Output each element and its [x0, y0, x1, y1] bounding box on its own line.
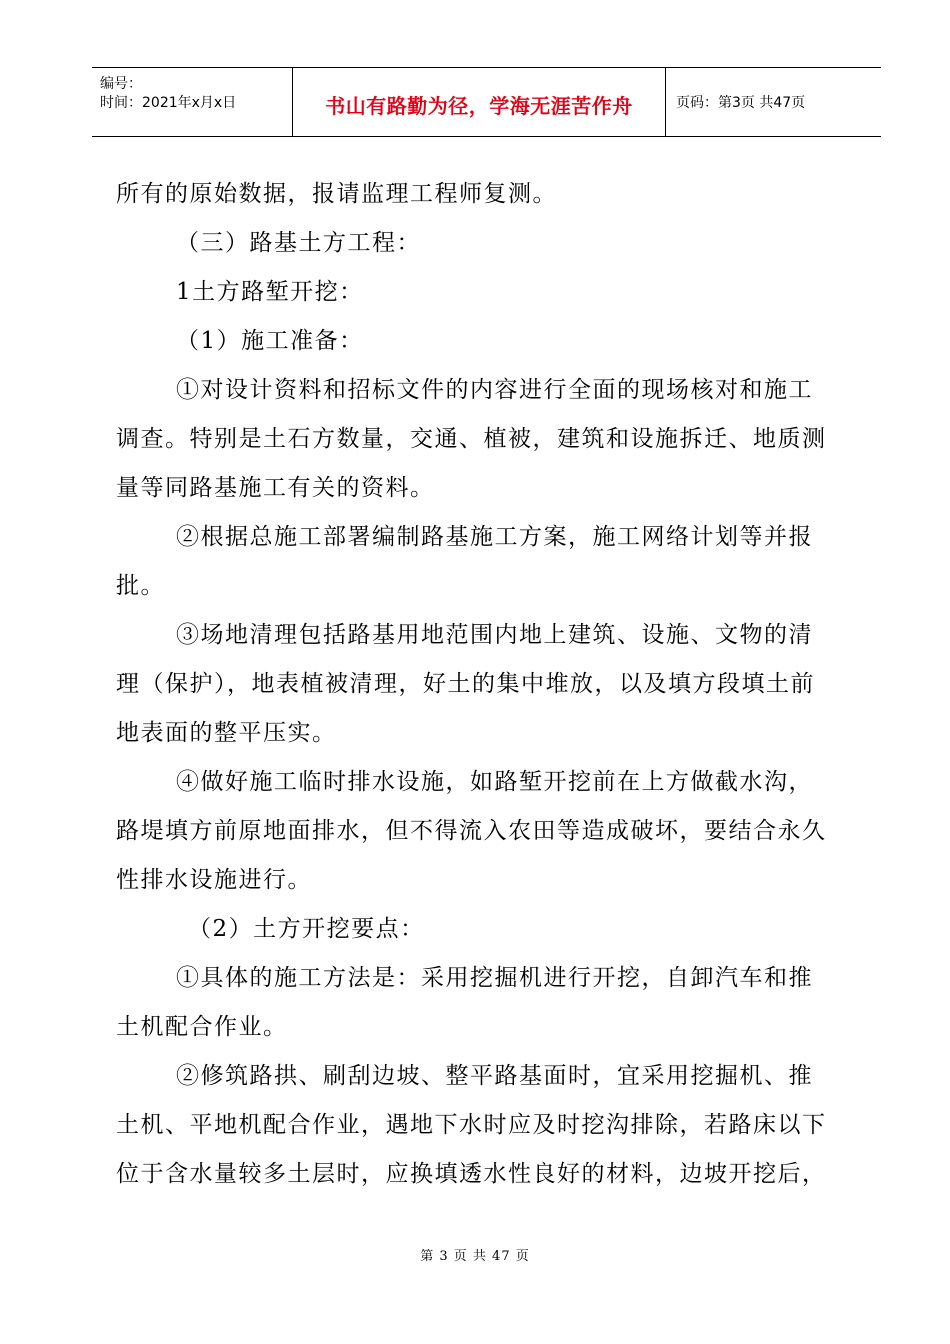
- text-line: 路堤填方前原地面排水，但不得流入农田等造成破坏，要结合永久: [116, 818, 827, 844]
- header-page-cell: [666, 68, 881, 136]
- text-line: ①对设计资料和招标文件的内容进行全面的现场核对和施工: [176, 377, 813, 403]
- page-footer: 第 3 页 共 47 页: [420, 1249, 530, 1264]
- text-line: 土机配合作业。: [116, 1014, 288, 1040]
- text-line: ③场地清理包括路基用地范围内地上建筑、设施、文物的清: [176, 622, 813, 648]
- text-line: ②修筑路拱、刷刮边坡、整平路基面时，宜采用挖掘机、推: [176, 1063, 813, 1089]
- page-header: [92, 67, 881, 137]
- text-line: 性排水设施进行。: [116, 867, 312, 893]
- header-meta-cell: [92, 68, 293, 136]
- text-line: 理（保护），地表植被清理，好土的集中堆放，以及填方段填土前: [116, 671, 815, 697]
- document-body: [116, 170, 861, 1199]
- text-line: ①具体的施工方法是：采用挖掘机进行开挖，自卸汽车和推: [176, 965, 813, 991]
- text-line: （1）施工准备：: [176, 328, 364, 354]
- text-line: 位于含水量较多土层时，应换填透水性良好的材料，边坡开挖后，: [116, 1161, 827, 1187]
- text-line: 量等同路基施工有关的资料。: [116, 475, 435, 501]
- text-line: 所有的原始数据，报请监理工程师复测。: [116, 181, 557, 207]
- number-label: 编号：: [100, 76, 142, 92]
- text-line: 批。: [116, 573, 165, 599]
- header-slogan-cell: [293, 68, 666, 136]
- text-line: （2）土方开挖要点：: [188, 916, 425, 942]
- text-line: 1土方路堑开挖：: [176, 279, 364, 305]
- header-page-info: 页码：第3页 共47页: [676, 95, 806, 111]
- text-line: （三）路基土方工程：: [176, 230, 421, 256]
- header-slogan: 书山有路勤为径，学海无涯苦作舟: [325, 94, 633, 118]
- time-label: 时间：2021年x月x日: [100, 95, 237, 111]
- text-line: ④做好施工临时排水设施，如路堑开挖前在上方做截水沟，: [176, 769, 813, 795]
- text-line: 地表面的整平压实。: [116, 720, 337, 746]
- text-line: 调查。特别是土石方数量，交通、植被，建筑和设施拆迁、地质测: [116, 426, 827, 452]
- text-line: 土机、平地机配合作业，遇地下水时应及时挖沟排除，若路床以下: [116, 1112, 827, 1138]
- text-line: ②根据总施工部署编制路基施工方案，施工网络计划等并报: [176, 524, 813, 550]
